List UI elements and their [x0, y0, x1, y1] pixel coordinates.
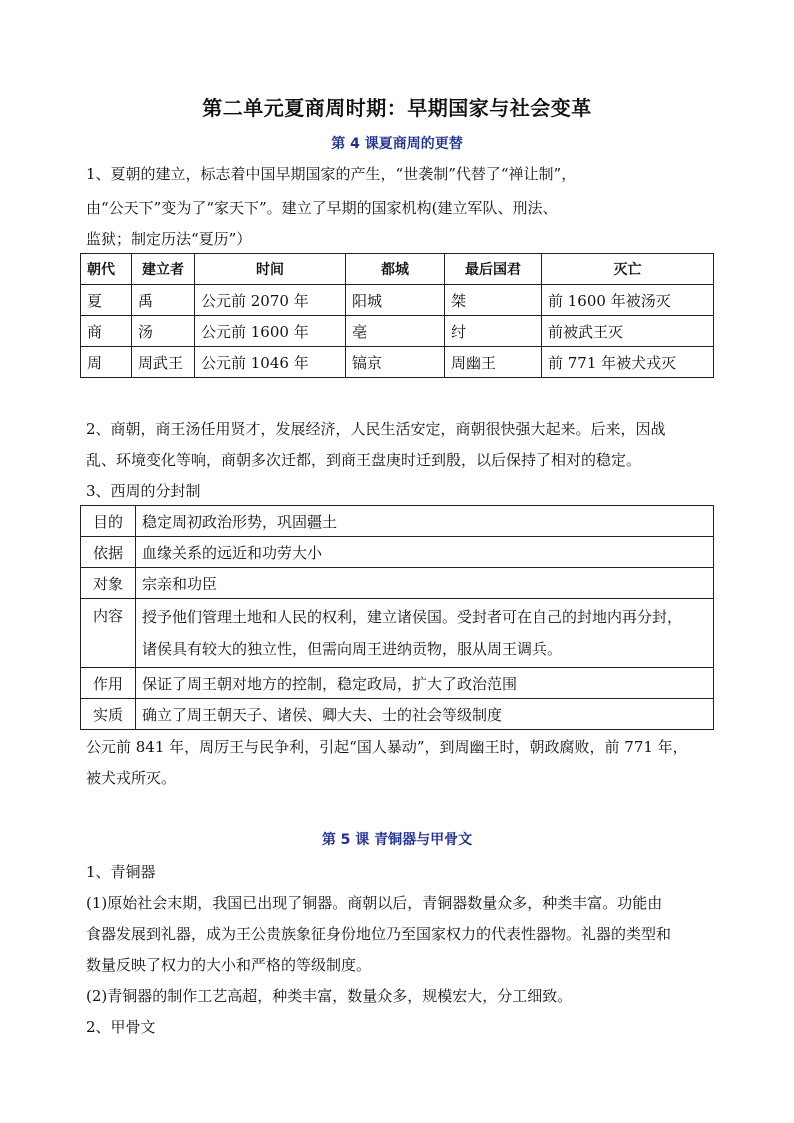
- row-label: 依据: [81, 537, 136, 568]
- table-cell: 阳城: [346, 285, 445, 316]
- row-label: 对象: [81, 568, 136, 599]
- table-cell: 亳: [346, 316, 445, 347]
- paragraph-xia-line2: 由“公天下”变为了“家天下”。建立了早期的国家机构(建立军队、刑法、: [86, 199, 558, 217]
- row-content: 保证了周王朝对地方的控制，稳定政局，扩大了政治范围: [136, 668, 714, 699]
- header-cell: 时间: [195, 254, 346, 285]
- table-cell: 公元前 1046 年: [195, 347, 346, 378]
- paragraph-bronze-craft: (2)青铜器的制作工艺高超，种类丰富，数量众多，规模宏大，分工细致。: [86, 987, 573, 1005]
- table-row: [81, 316, 714, 347]
- row-content: 宗亲和功臣: [136, 568, 714, 599]
- table-row: [81, 347, 714, 378]
- table-cell: 周幽王: [445, 347, 542, 378]
- table-cell: 周武王: [132, 347, 195, 378]
- paragraph-bronze-line2: 食器发展到礼器，成为王公贵族象征身份地位乃至国家权力的代表性器物。礼器的类型和: [86, 925, 672, 943]
- unit-title: 第二单元夏商周时期：早期国家与社会变革: [202, 96, 592, 120]
- table-row: [81, 506, 714, 537]
- lesson-5-heading: 第 5 课 青铜器与甲骨文: [321, 832, 473, 848]
- row-label: 实质: [81, 699, 136, 730]
- row-content: 血缘关系的远近和功劳大小: [136, 537, 714, 568]
- table-cell: 前 771 年被犬戎灭: [542, 347, 714, 378]
- table-cell: 公元前 1600 年: [195, 316, 346, 347]
- table-row: [81, 668, 714, 699]
- table-cell: 镐京: [346, 347, 445, 378]
- table-header-row: [81, 254, 714, 285]
- table-cell: 商: [81, 316, 132, 347]
- fenfeng-table: [80, 505, 714, 730]
- table-cell: 汤: [132, 316, 195, 347]
- paragraph-bronze-line3: 数量反映了权力的大小和严格的等级制度。: [86, 956, 372, 974]
- lesson-4-heading: 第 4 课夏商周的更替: [331, 136, 463, 152]
- table-row: [81, 568, 714, 599]
- row-content-line1: 授予他们管理土地和人民的权利，建立诸侯国。受封者可在自己的封地内再分封，: [142, 608, 683, 626]
- row-content: [136, 599, 714, 668]
- header-cell: 朝代: [81, 254, 132, 285]
- paragraph-shang-line2: 乱、环境变化等响，商朝多次迁都，到商王盘庚时迁到殷，以后保持了相对的稳定。: [86, 451, 642, 469]
- paragraph-xia-line3: 监狱；制定历法“夏历”）: [86, 230, 252, 248]
- header-cell: 最后国君: [445, 254, 542, 285]
- table-cell: 前被武王灭: [542, 316, 714, 347]
- dynasty-table: [80, 253, 714, 378]
- row-label: 内容: [81, 599, 136, 668]
- row-label: 目的: [81, 506, 136, 537]
- row-content-line2: 诸侯具有较大的独立性，但需向周王进纳贡物，服从周王调兵。: [142, 640, 563, 658]
- paragraph-xia-line1: 1、夏朝的建立，标志着中国早期国家的产生，“世袭制”代替了“禅让制”，: [86, 165, 577, 183]
- paragraph-fenfeng-title: 3、西周的分封制: [86, 482, 201, 500]
- table-cell: 桀: [445, 285, 542, 316]
- paragraph-shang-line1: 2、商朝，商王汤任用贤才，发展经济，人民生活安定，商朝很快强大起来。后来，因战: [86, 420, 666, 438]
- paragraph-zhou-line2: 被犬戎所灭。: [86, 769, 177, 787]
- table-cell: 夏: [81, 285, 132, 316]
- table-cell: 公元前 2070 年: [195, 285, 346, 316]
- table-row: [81, 599, 714, 668]
- table-row: [81, 537, 714, 568]
- header-cell: 都城: [346, 254, 445, 285]
- paragraph-bronze-line1: (1)原始社会末期，我国已出现了铜器。商朝以后，青铜器数量众多，种类丰富。功能由: [86, 894, 663, 912]
- header-cell: 灭亡: [542, 254, 714, 285]
- table-row: [81, 285, 714, 316]
- row-content: 稳定周初政治形势，巩固疆土: [136, 506, 714, 537]
- table-cell: 周: [81, 347, 132, 378]
- header-cell: 建立者: [132, 254, 195, 285]
- table-cell: 纣: [445, 316, 542, 347]
- table-cell: 禹: [132, 285, 195, 316]
- paragraph-zhou-line1: 公元前 841 年，周厉王与民争利，引起“国人暴动”，到周幽王时，朝政腐败，前 771 年，: [86, 738, 688, 756]
- section-bronze-title: 1、青铜器: [86, 863, 156, 881]
- table-cell: 前 1600 年被汤灭: [542, 285, 714, 316]
- table-row: [81, 699, 714, 730]
- section-oracle-title: 2、甲骨文: [86, 1018, 156, 1036]
- row-label: 作用: [81, 668, 136, 699]
- row-content: 确立了周王朝天子、诸侯、卿大夫、士的社会等级制度: [136, 699, 714, 730]
